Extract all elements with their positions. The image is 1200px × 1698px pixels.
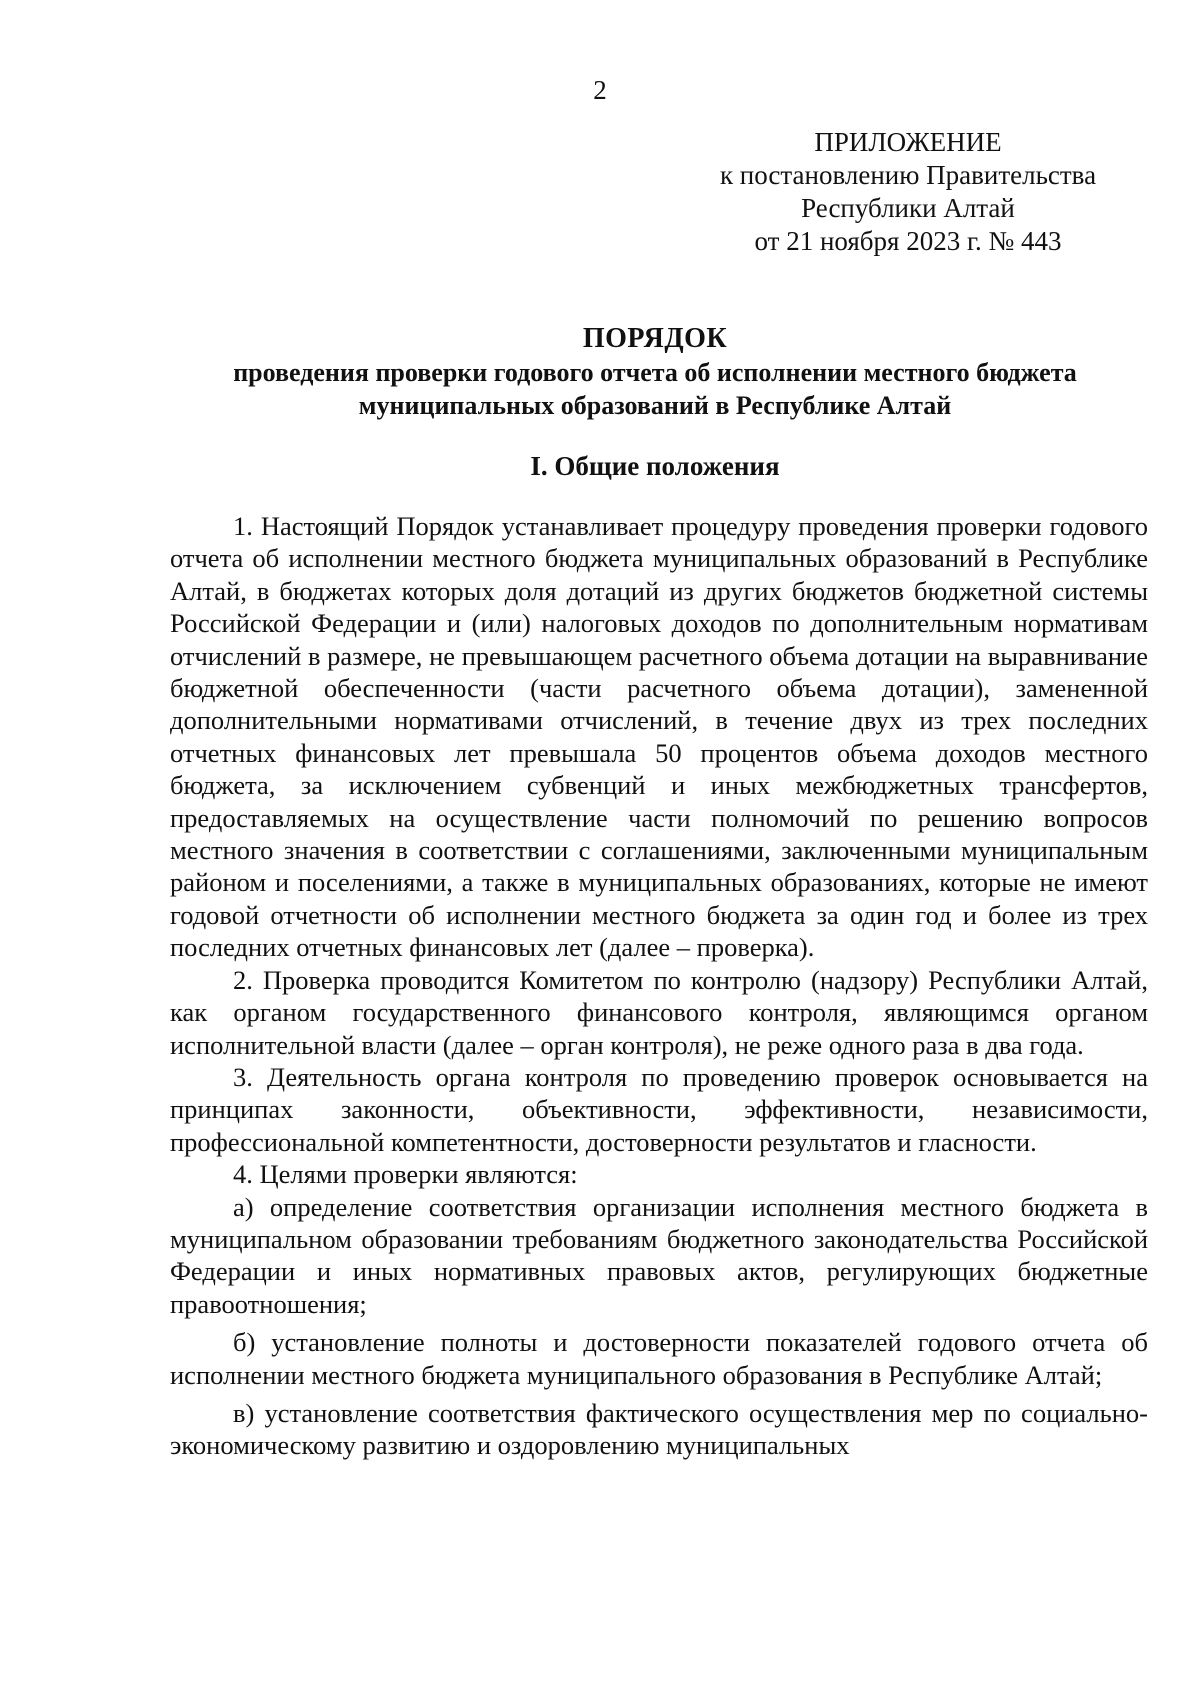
page-number: 2 bbox=[593, 75, 607, 105]
paragraph-2: 2. Проверка проводится Комитетом по контролю (надзору) Республики Алтай, как органом государственного финансового контроля, являющимся органом исполнительной власти (далее – орган контроля), не реже одного раза в два года. bbox=[170, 964, 1148, 1060]
document-title: ПОРЯДОК bbox=[582, 323, 728, 354]
document-subtitle-line: проведения проверки годового отчета об исполнении местного бюджета bbox=[233, 358, 1077, 387]
annex-line: Республики Алтай bbox=[801, 193, 1015, 223]
document-body bbox=[170, 510, 1148, 1462]
paragraph-3: 3. Деятельность органа контроля по проведению проверок основывается на принципах законности, объективности, эффективности, независимости, профессиональной компетентности, достоверности результатов и гласности. bbox=[170, 1061, 1148, 1157]
document-title-block bbox=[160, 322, 1150, 422]
paragraph-4c: в) установление соответствия фактического осуществления мер по социально-экономическому развитию и оздоровлению муниципальных bbox=[170, 1397, 1148, 1461]
annex-block bbox=[688, 126, 1128, 258]
annex-date-number: от 21 ноября 2023 г. № 443 bbox=[754, 226, 1062, 256]
section-heading: I. Общие положения bbox=[530, 451, 780, 481]
paragraph-4b: б) установление полноты и достоверности показателей годового отчета об исполнении местного бюджета муниципального образования в Республике Алтай; bbox=[170, 1327, 1148, 1390]
paragraph-4a: а) определение соответствия организации исполнения местного бюджета в муниципальном образовании требованиям бюджетного законодательства Российской Федерации и иных нормативных правовых актов, регулирующих бюджетные правоотношения; bbox=[170, 1191, 1148, 1319]
paragraph-4: 4. Целями проверки являются: bbox=[233, 1159, 578, 1190]
document-subtitle-line: муниципальных образований в Республике Алтай bbox=[358, 391, 952, 420]
annex-title: ПРИЛОЖЕНИЕ bbox=[814, 127, 1002, 157]
annex-line: к постановлению Правительства bbox=[719, 160, 1097, 190]
paragraph-1: 1. Настоящий Порядок устанавливает процедуру проведения проверки годового отчета об исполнении местного бюджета муниципальных образований в Республике Алтай, в бюджетах которых доля дотаций из других бюджетов бюджетной системы Российской Федерации и (или) налоговых доходов по дополнительным нормативам отчислений в размере, не превышающем расчетного объема дотации на выравнивание бюджетной обеспеченности (части расчетного объема дотации), замененной дополнительными нормативами отчислений, в течение двух из трех последних отчетных финансовых лет превышала 50 процентов объема доходов местного бюджета, за исключением субвенций и иных межбюджетных трансфертов, предоставляемых на осуществление части полномочий по решению вопросов местного значения в соответствии с соглашениями, заключенными муниципальным районом и поселениями, а также в муниципальных образованиях, которые не имеют годовой отчетности об исполнении местного бюджета за один год и более из трех последних отчетных финансовых лет (далее – проверка). bbox=[170, 511, 1148, 963]
